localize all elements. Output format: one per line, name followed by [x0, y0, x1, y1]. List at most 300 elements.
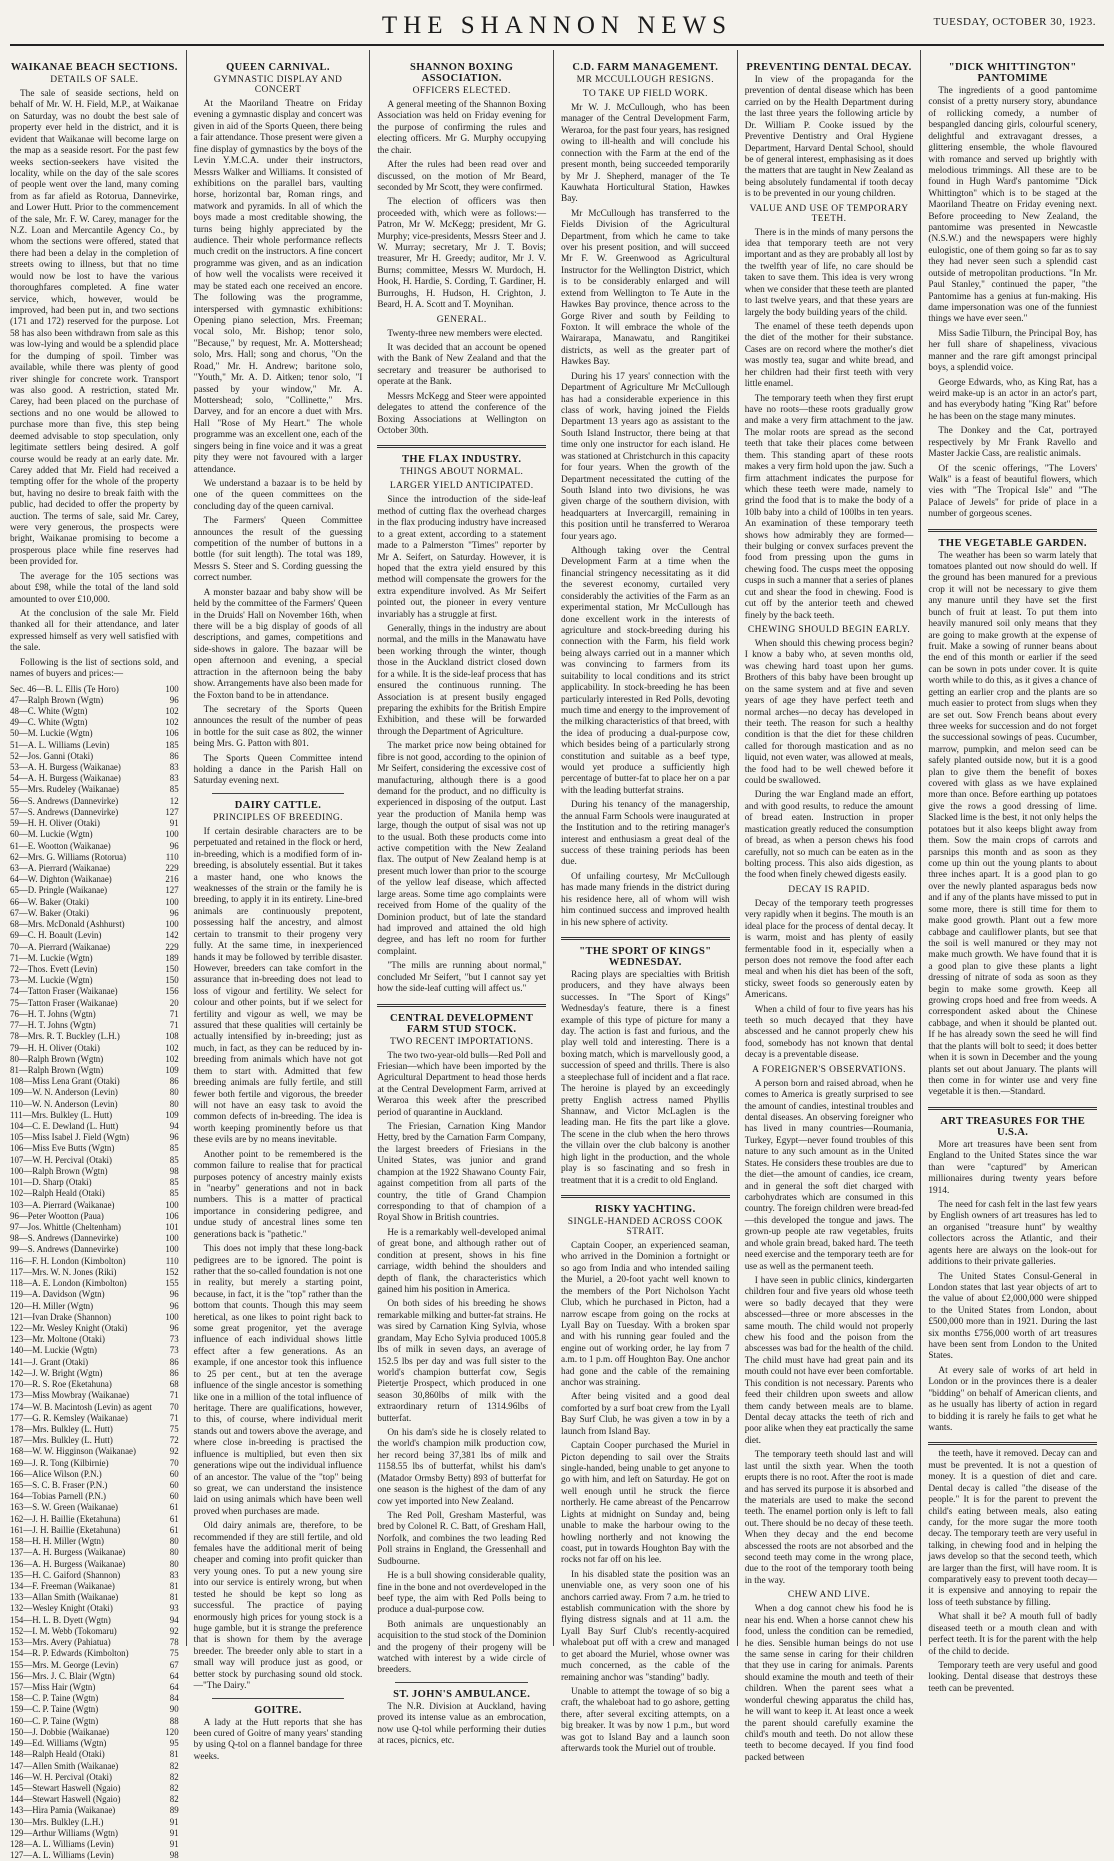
sale-price: 96 — [169, 1322, 179, 1333]
sale-row — [10, 1772, 179, 1783]
sale-price: 100 — [165, 829, 179, 840]
sale-lot: 143—Hira Pamia (Waikanae) — [10, 1805, 116, 1816]
sale-row — [10, 1345, 179, 1356]
sale-lot: 154—R. P. Edwards (Kimbolton) — [10, 1648, 129, 1659]
article-subhead: A FOREIGNER'S OBSERVATIONS. — [752, 1064, 906, 1075]
sale-lot: 48—C. White (Wgtn) — [10, 705, 88, 716]
sale-price: 100 — [165, 1199, 179, 1210]
sale-row — [10, 998, 179, 1009]
sale-lot: 50—M. Luckie (Wgtn) — [10, 728, 93, 739]
article-paragraph: The Friesian, Carnation King Mandor Hetty, bred by the Carnation Farm Company, the largest breeders of Friesians in the United States, was junior and grand champion at the 1922 Shawano County Fair, against competition from all parts of the country, the title of Grand Champion corresponding to that of champion of a Royal Show in British countries. — [377, 1122, 547, 1224]
sale-lot: 52—Jos. Ganni (Otaki) — [10, 750, 94, 761]
sale-row — [10, 1177, 179, 1188]
sale-price: 92 — [169, 1625, 179, 1636]
sale-price: 216 — [165, 874, 179, 885]
article-subhead: TWO RECENT IMPORTATIONS. — [389, 1036, 534, 1047]
sale-lot: 118—A. E. London (Kimbolton) — [10, 1278, 127, 1289]
sale-row — [10, 1334, 179, 1345]
sale-price: 94 — [169, 1121, 179, 1132]
article-paragraph: Captain Cooper purchased the Muriel in Picton depending to sail over the Straits single-handed, being unable to get anyone to go with him, and left on Saturday. He got on well enough until he struck the fierce northerly. He came abreast of the Pencarrow Lights at midnight on Sunday and, being unable to make the harbour owing to the howling northerly and not knowing the coast, put in towards Houghton Bay with the rocks not far off on his lee. — [561, 1441, 730, 1566]
sale-price: 81 — [169, 1592, 179, 1603]
sale-price: 85 — [169, 784, 179, 795]
sale-price: 80 — [169, 1536, 179, 1547]
sale-row — [10, 1458, 179, 1469]
article-subhead: TO TAKE UP FIELD WORK. — [582, 89, 708, 99]
article-paragraph: He is a bull showing considerable quality, fine in the bone and not overdeveloped in the beef type, the aim with Red Polls being to produce a dual-purpose cow. — [377, 1571, 547, 1616]
article-paragraph: Although taking over the Central Development Farm at a time when the financial stringency necessitating as it did the severest economy, curtailed very considerably the activities of the Farm as an experimental station, Mr McCullough has done excellent work in the interests of agriculture and stock-breeding during his connection with the Farm, his field work being always carried out in a manner which was convincing to farmers from its suitability to local conditions and its strict applicability. In stock-breeding he has been particularly interested in Red Polls, devoting much time and energy to the improvement of the milking characteristics of that breed, with the idea of producing a dual-purpose cow, which besides being of a particularly strong constitution and suitable as a beef type, would yet produce a sufficiently high percentage of butter-fat to place her on a par with the leading butterfat strains. — [561, 546, 730, 796]
section-divider — [377, 445, 546, 448]
sale-lot: 128—A. L. Williams (Levin) — [10, 1839, 114, 1850]
sale-row — [10, 1536, 179, 1547]
section-divider — [377, 1004, 546, 1007]
article-paragraph: Of unfailing courtesy, Mr McCullough has made many friends in the district during his residence here, all of whom will wish him continued success and improved health in his new sphere of activity. — [561, 871, 730, 928]
sale-price: 60 — [169, 1468, 179, 1479]
sale-price: 120 — [165, 1726, 179, 1737]
sale-lot: 129—Arthur Williams (Wgtn) — [10, 1827, 118, 1838]
sale-row — [10, 1570, 179, 1581]
sale-price: 102 — [165, 1053, 179, 1064]
sale-lot: 153—Mrs. Avery (Pahiatua) — [10, 1637, 111, 1648]
sale-price: 85 — [169, 1188, 179, 1199]
article-paragraph: the teeth, have it removed. Decay can and must be prevented. It is not a question of money. It is a question of diet and care. Dental decay is called "the disease of the people." It is for the parent to prevent the child's eating between meals, also eating candy, for the more sugar the more tooth decay. The temporary teeth are very useful in talking, in chewing food and in helping the jaws develop so that the second teeth, which are larger than the first, will have room. It is comparatively easy to prevent tooth decay—it is expensive and annoying to repair the loss of teeth substance by filling. — [928, 1449, 1098, 1608]
article-paragraph: During his 17 years' connection with the Department of Agriculture Mr McCullough has had a considerable experience in this class of work, having joined the Fields Department 13 years ago as assistant to the South Island Instructor, there being at that time only one instructor for each island. He was stationed at Christchurch in this capacity for four years. When the growth of the Department necessitated the cutting of the South Island into two divisions, he was given charge of the southern division, with headquarters at Invercargill, remaining in this position until he transferred to Weraroa four years ago. — [561, 371, 730, 542]
article-headline: ART TREASURES FOR THE U.S.A. — [940, 1115, 1086, 1138]
sale-lot: 178—Mrs. Bulkley (L. Hutt) — [10, 1423, 113, 1434]
sale-lot: 69—C. H. Boault (Levin) — [10, 930, 102, 941]
article-headline: THE VEGETABLE GARDEN. — [938, 537, 1087, 549]
sale-row — [10, 1839, 179, 1850]
sale-row — [10, 1727, 179, 1738]
sale-lot: 54—A. H. Burgess (Waikanae) — [10, 773, 121, 784]
sale-row — [10, 717, 179, 728]
article-paragraph: The sale of seaside sections, held on behalf of Mr. W. H. Field, M.P., at Waikanae on Saturday, was no doubt the best sale of property ever held in the district, and it is evident that Waikanae will become large on the map as a seaside resort. For the past few weeks section-seekers have visited the locality, while on the day of the sale scores of people went over the land, many coming from as far afield as Rotorua, Dannevirke, and Lower Hutt. Prior to the commencement of the sale, Mr. F. W. Carey, manager for the N.Z. Loan and Mercantile Agency Co., by whom the sections were offered, stated that there had been a delay in the completion of streets owing to illness, but that no time would now be lost to have the various thoroughfares completed. A fine water service, which, however, would be improved, had been put in, and two sections (171 and 172) reserved for the purpose. Lot 58 has also been withdrawn from sale as this was low-lying and would be a splendid place for the dumping of spoil. Timber was available, while there was plenty of good river shingle for concrete work. Transport was also good. A restriction, stated Mr. Carey, had been placed on the purchase of sections and no one would be allowed to purchase more than five, this step being deemed advisable to stop speculation, only legitimate settlers being desired. A golf course would be ready at an early date. Mr. Carey added that Mr. Field had received a tempting offer for the whole of the property but, having no desire to break faith with the public, had decided to offer the property by auction. The terms of sale, said Mr. Carey, were very generous, the prospects were bright, Waikanae promising to become a prosperous place while fine reserves had been provided for. — [10, 89, 179, 568]
column-5 — [738, 50, 922, 1763]
sale-row — [10, 1256, 179, 1267]
article-paragraph: Old dairy animals are, therefore, to be recommended if they are still fertile, and old females have the additional merit of being cheaper and coming into profit quicker than very young ones. To put a new young sire into our service is entirely wrong, but when tested he should be kept so long as successful. The practice of paying enormously high prices for young stock is a huge gamble, but it is strange the preference that is shown for them by the average breeder. The breeder only able to start in a small way will produce just as good, or better stock by purchasing sound old stock.—"The Dairy." — [193, 1521, 363, 1692]
sale-price: 60 — [169, 1491, 179, 1502]
sale-row — [10, 1390, 179, 1401]
sale-lot: 99—S. Andrews (Dannevirke) — [10, 1244, 119, 1255]
section-divider — [561, 1195, 730, 1198]
sale-lot: 72—Thos. Evett (Levin) — [10, 963, 98, 974]
columns — [10, 50, 1104, 1861]
sale-price: 67 — [169, 1659, 179, 1670]
sale-row — [10, 1143, 179, 1154]
sale-lot: 109—W. N. Anderson (Levin) — [10, 1087, 118, 1098]
article-paragraph: I have seen in public clinics, kindergarten children four and five years old whose teeth were so badly decayed that they were abscessed—three or more abscesses in the same mouth. The child would not properly chew his food and the poison from the abscesses was bad for the health of the child. The child must have had great pain and its mouth could not have ever been comfortable. This condition is not necessary. Parents who feed their children upon sweets and allow them candy between meals are to blame. Dental decay attacks the teeth of rich and poor alike when they eat practically the same diet. — [744, 1275, 914, 1446]
article-paragraph: In view of the propaganda for the prevention of dental disease which has been carried on by the Health Department during the last three years the following article by Dr. William P. Cooke issued by the Preventive Dentistry and Oral Hygiene Department, Harvard Dental School, should be of general interest, emphasising as it does the matters that are taught in New Zealand as being absolutely fundamental if tooth decay is to be prevented in our young children. — [744, 75, 914, 200]
article-paragraph: The market price now being obtained for fibre is not good, according to the opinion of Mr Seifert, considering the excessive cost of manufacturing, although there is a good demand for the product, and no difficulty is experienced in disposing of the output. Last year the production of Manila hemp was large, though the output of sisal was not up to the usual. Both these products come into active competition with the New Zealand flax. The output of New Zealand hemp is at present much lower than prior to the scourge of the yellow leaf disease, which affected large areas. Some time ago complaints were received from Home of the quality of the Dominion product, but of late the standard had improved and attained the old high degree, and has left no room for further complaint. — [377, 741, 547, 957]
sale-lot: 61—E. Wootton (Waikanae) — [10, 840, 111, 851]
sale-lot: 119—A. Davidson (Wgtn) — [10, 1289, 105, 1300]
sale-lot: 67—W. Baker (Otaki) — [10, 907, 89, 918]
sale-lot: 51—A. L. Williams (Levin) — [10, 739, 110, 750]
sale-price: 101 — [165, 1222, 179, 1233]
article-paragraph: When a child of four to five years has his teeth so much decayed that they have abscessed and he cannot properly chew his food, somebody has not known that dental decay is a preventable disease. — [744, 1004, 914, 1061]
sale-price: 89 — [169, 1805, 179, 1816]
sale-price: 93 — [169, 1603, 179, 1614]
sale-price: 83 — [169, 1569, 179, 1580]
article-paragraph: Both animals are unquestionably an acquisition to the stud stock of the Dominion and the progeny of their progeny will be watched with interest by a wide circle of breeders. — [377, 1619, 547, 1676]
article-paragraph: The ingredients of a good pantomime consist of a pretty nursery story, abundance of rollicking comedy, a number of bespangled dancing girls, colourful scenery, delightful and extravagant dresses, a glittering ensemble, the whole flavoured with romance and served up brightly with melodious trimmings. All these are to be found in Hugh Ward's pantomime "Dick Whittington" which is to be staged at the Maoriland Theatre on Friday evening next. Before proceeding to New Zealand, the pantomime was presented in Newcastle (N.S.W.) and the newspapers were highly eulogistic, one of them going so far as to say they had never seen such a splendid cast outside of metropolitan productions. "In Mr. Paul Stanley," continued the paper, "the Pantomime has a genius at fun-making. His dame impersonation was one of the funniest things we have ever seen." — [928, 86, 1098, 325]
sale-row — [10, 874, 179, 885]
sale-lot: 159—C. P. Taine (Wgtn) — [10, 1704, 99, 1715]
sale-price: 73 — [169, 1345, 179, 1356]
section-divider — [928, 1442, 1097, 1445]
sale-row — [10, 986, 179, 997]
sale-lot: 148—Ralph Heald (Otaki) — [10, 1749, 105, 1760]
sale-price: 72 — [169, 1435, 179, 1446]
sale-lot: 145—Stewart Haswell (Ngaio) — [10, 1782, 121, 1793]
sale-lot: 77—H. T. Johns (Wgtn) — [10, 1020, 96, 1031]
sale-price: 100 — [165, 1311, 179, 1322]
sale-price: 82 — [169, 1771, 179, 1782]
sale-lot: 71—M. Luckie (Wgtn) — [10, 952, 93, 963]
article-headline: WAIKANAE BEACH SECTIONS. — [10, 62, 178, 73]
sale-price: 82 — [169, 1782, 179, 1793]
sale-lot: 96—Peter Wootton (Paua) — [10, 1210, 104, 1221]
sale-row — [10, 751, 179, 762]
sale-price: 82 — [169, 1794, 179, 1805]
sale-lot: 166—Alice Wilson (P.N.) — [10, 1468, 102, 1479]
sale-lot: 100—Ralph Brown (Wgtn) — [10, 1165, 108, 1176]
article-paragraph: After the rules had been read over and discussed, on the motion of Mr Beard, seconded by Mr Scott, they were confirmed. — [377, 160, 547, 193]
sale-row — [10, 1099, 179, 1110]
sale-row — [10, 897, 179, 908]
sale-row — [10, 1469, 179, 1480]
sale-price: 98 — [169, 1850, 179, 1861]
sale-lot: 102—Ralph Heald (Otaki) — [10, 1188, 105, 1199]
sale-price: 108 — [165, 1031, 179, 1042]
sale-lot: 157—Miss Hair (Wgtn) — [10, 1681, 96, 1692]
sale-price: 100 — [165, 896, 179, 907]
sale-row — [10, 1267, 179, 1278]
sale-price: 88 — [169, 1715, 179, 1726]
sale-row — [10, 1850, 179, 1861]
sale-row — [10, 773, 179, 784]
sale-lot: 75—Tatton Fraser (Waikanae) — [10, 997, 118, 1008]
sale-row — [10, 1301, 179, 1312]
sale-price: 100 — [165, 1233, 179, 1244]
article-paragraph: Temporary teeth are very useful and good looking. Dental disease that destroys these teeth can be prevented. — [928, 1661, 1098, 1694]
sale-lot: 64—W. Dighton (Waikanae) — [10, 874, 112, 885]
sale-price: 91 — [169, 1827, 179, 1838]
sale-lot: 62—Mrs. G. Williams (Rotorua) — [10, 851, 127, 862]
sale-lot: 149—Ed. Williams (Wgtn) — [10, 1738, 107, 1749]
article-paragraph: At the Maoriland Theatre on Friday evening a gymnastic display and concert was given in aid of the Sports Queen, there being a fair attendance. Those present were given a fine display of gymnastics by the boys of the Levin Y.M.C.A. under their instructors, Messrs Walker and Williams. It consisted of exhibitions on the parallel bars, vaulting horse, horizontal bar, Roman rings, and matwork and pyramids. In all of which the boys made a most creditable showing, the turns being highly appreciated by the audience. Their whole performance reflects much credit on the instructors. A fine concert programme was given, and as an indication of how well the vocalists were received it may be stated each one received an encore. The following was the programme, interspersed with gymnastic exhibitions: Opening piano selection, Mrs. Freeman; vocal solo, Mr. Bishop; tenor solo, "Because," by request, Mr. A. Mottershead; solo, Mrs. Hall; song and chorus, "On the Road," Mr. H. Andrew; baritone solo, "Youth," Mr. A. D. Aitken; tenor solo, "I passed by your window," Mr. A. Mottershead; solo, "Collinette," Mrs. Darvey, and for an encore a duet with Mrs. Hall "Rose of My Heart." The whole programme was an excellent one, each of the singers being in fine voice and it was a great pity they were not favoured with a larger attendance. — [193, 99, 363, 475]
sale-price: 82 — [169, 1760, 179, 1771]
article-paragraph: It was decided that an account be opened with the Bank of New Zealand and that the secretary and treasurer be authorised to operate at the Bank. — [377, 343, 547, 388]
article-paragraph: The enamel of these teeth depends upon the diet of the mother for their substance. Cases are on record where the mother's diet was mostly tea, sugar and white bread, and her children had their first teeth with very little enamel. — [744, 322, 914, 390]
sale-price: 84 — [169, 1693, 179, 1704]
sale-price: 86 — [169, 1367, 179, 1378]
sale-row — [10, 1805, 179, 1816]
article-paragraph: On his dam's side he is closely related to the world's champion milk production cow, her record being 37,381 lbs of milk and 1158.55 lbs of butterfat, whilst his dam's (Matador Ormsby Betty) 893 of butterfat for one season is the highest of the dam of any cow yet imported into New Zealand. — [377, 1428, 547, 1507]
sale-lot: 105—Miss Isabel J. Field (Wgtn) — [10, 1132, 130, 1143]
sale-lot: 103—A. Pierrard (Waikanae) — [10, 1199, 115, 1210]
sale-row — [10, 1357, 179, 1368]
sale-row — [10, 740, 179, 751]
masthead — [10, 0, 1104, 46]
sale-price: 142 — [165, 930, 179, 941]
article-paragraph: The Donkey and the Cat, portrayed respectively by Mr Frank Ravello and Master Jackie Cass, are realistic animals. — [928, 426, 1098, 460]
sale-price: 229 — [165, 941, 179, 952]
article-paragraph: Generally, things in the industry are about normal, and the mills in the Manawatu have been working through the winter, though those in the Auckland district closed down for a while. It is the side-leaf process that has ensured the continuous running. The Association is at present busily engaged preparing the exhibits for the British Empire Exhibition, and these will be forwarded through the Department of Agriculture. — [377, 624, 547, 737]
sale-lot: 123—Mr. Moltone (Otaki) — [10, 1334, 105, 1345]
sale-row — [10, 1031, 179, 1042]
sale-row — [10, 1446, 179, 1457]
sale-row — [10, 841, 179, 852]
sale-lot: 59—H. H. Oliver (Otaki) — [10, 818, 100, 829]
sale-price: 80 — [169, 1098, 179, 1109]
sale-price: 96 — [169, 694, 179, 705]
sale-price: 127 — [165, 806, 179, 817]
sale-row — [10, 885, 179, 896]
section-divider — [561, 937, 730, 940]
sale-price: 96 — [169, 840, 179, 851]
article-subhead: LARGER YIELD ANTICIPATED. — [389, 481, 534, 492]
article-paragraph: We understand a bazaar is to be held by one of the queen committees on the concluding day of the queen carnival. — [193, 478, 363, 512]
sale-lot: 110—W. N. Anderson (Levin) — [10, 1098, 118, 1109]
sale-lot: 111—Mrs. Bulkley (L. Hutt) — [10, 1109, 113, 1120]
sale-lot: 132—Wesley Knight (Otaki) — [10, 1603, 113, 1614]
sale-lot: 155—Mrs. M. George (Levin) — [10, 1659, 119, 1670]
sale-row — [10, 1637, 179, 1648]
sale-row — [10, 1379, 179, 1390]
sale-row — [10, 1043, 179, 1054]
sale-lot: 187—Mrs. Bulkley (L. Hutt) — [10, 1435, 113, 1446]
article-paragraph: The election of officers was then proceeded with, which were as follows:—Patron, Mr W. McKegg; president, Mr G. Murphy; vice-presidents, Messrs Steer and J. W. Murray; secretary, Mr J. T. Bovis; treasurer, Mr H. Greedy; auditor, Mr J. V. Burns; committee, Messrs W. Murdoch, H. Hook, H. Hardie, S. Cording, T. Gardiner, H. Burroughs, H. Hudson, H. Crighton, J. Beard, H. A. Scott and T. Moynihan. — [377, 197, 547, 311]
article-subhead: VALUE AND USE OF TEMPORARY TEETH. — [749, 203, 909, 224]
sale-price: 86 — [169, 1076, 179, 1087]
sale-lot: 81—Ralph Brown (Wgtn) — [10, 1064, 104, 1075]
sale-lot: 66—W. Baker (Otaki) — [10, 896, 89, 907]
article-paragraph: The secretary of the Sports Queen announces the result of the number of peas in bottle for the suit case as 802, the winner being Mrs. G. Patton with 801. — [193, 704, 363, 750]
sale-lot: 53—A. H. Burgess (Waikanae) — [10, 762, 121, 773]
sale-row — [10, 953, 179, 964]
sale-row — [10, 1514, 179, 1525]
sale-price: 94 — [169, 1614, 179, 1625]
sale-price: 20 — [169, 997, 179, 1008]
sale-row — [10, 1289, 179, 1300]
sale-price: 61 — [169, 1524, 179, 1535]
sale-price: 71 — [169, 1390, 179, 1401]
sale-row — [10, 908, 179, 919]
article-paragraph: Twenty-three new members were elected. — [387, 328, 543, 339]
sale-price: 80 — [169, 1087, 179, 1098]
sale-price: 78 — [169, 1637, 179, 1648]
sale-lot: 141—J. Grant (Otaki) — [10, 1356, 89, 1367]
sale-price: 81 — [169, 1581, 179, 1592]
article-headline: "DICK WHITTINGTON" PANTOMIME — [948, 62, 1077, 84]
sale-lot: 135—H. C. Gaiford (Shannon) — [10, 1569, 121, 1580]
sale-price: 90 — [169, 1704, 179, 1715]
section-divider — [928, 529, 1097, 532]
sale-lot: 121—Ivan Drake (Shannon) — [10, 1311, 112, 1322]
sale-row — [10, 1087, 179, 1098]
sale-row — [10, 1211, 179, 1222]
sale-lot: 168—W. W. Higginson (Waikanae) — [10, 1446, 136, 1457]
sale-row — [10, 1783, 179, 1794]
article-paragraph: Mr W. J. McCullough, who has been manager of the Central Development Farm, Weraroa, for the past four years, has resigned owing to ill-health and will conclude his connection with the Farm at the end of the present month, being succeeded temporarily by Mr J. Shepherd, manager of the Te Kauwhata Horticultural Station, Hawkes Bay. — [561, 103, 730, 205]
sale-row — [10, 1132, 179, 1143]
column-2 — [187, 50, 371, 1762]
sale-row — [10, 807, 179, 818]
sale-row — [10, 1054, 179, 1065]
sale-lot: 57—S. Andrews (Dannevirke) — [10, 806, 119, 817]
article-paragraph: Decay of the temporary teeth progresses very rapidly when it begins. The mouth is an ideal place for the process of dental decay. It is warm, moist and has plenty of easily fermentable food in it, especially when a person does not remove the food after each meal and when his diet has been of the soft, sticky, sweet foods so generously eaten by Americans. — [744, 898, 914, 1001]
sale-price: 155 — [165, 1278, 179, 1289]
sale-row — [10, 919, 179, 930]
sale-row — [10, 1278, 179, 1289]
article-subhead: SINGLE-HANDED ACROSS COOK STRAIT. — [567, 1216, 723, 1237]
sale-lot: 163—S. W. Green (Waikanae) — [10, 1502, 118, 1513]
sale-price: 106 — [165, 1210, 179, 1221]
section-divider — [395, 1682, 528, 1683]
article-paragraph: Captain Cooper, an experienced seaman, who arrived in the Dominion a fortnight or so ago from India and who intended sailing the Muriel, a 20-foot yacht well known to the members of the Port Nicholson Yacht Club, which he purchased in Picton, had a narrow escape from going on the rocks at Lyall Bay on Tuesday. With a broken spar and with his running gear fouled and the engine out of working order, he lay from 7 a.m. to 1 p.m. off Houghton Bay. One anchor had gone and the cable of the remaining anchor was straining. — [561, 1240, 730, 1389]
sale-row — [10, 1020, 179, 1031]
sale-price: 150 — [165, 975, 179, 986]
sale-row — [10, 1648, 179, 1659]
sale-row — [10, 762, 179, 773]
sale-price: 71 — [169, 1412, 179, 1423]
sale-price: 83 — [169, 762, 179, 773]
sale-row — [10, 1626, 179, 1637]
sale-row — [10, 1704, 179, 1715]
article-subhead: MR MCCULLOUGH RESIGNS. — [576, 75, 715, 85]
article-paragraph: A lady at the Hutt reports that she has been cured of Goitre of many years' standing by using Q-tol on a flannel bandage for three weeks. — [193, 1717, 363, 1762]
sale-lot: 120—H. Miller (Wgtn) — [10, 1300, 94, 1311]
sale-row — [10, 863, 179, 874]
article-subhead: GYMNASTIC DISPLAY AND CONCERT — [213, 75, 343, 95]
sale-row — [10, 796, 179, 807]
article-paragraph: "The mills are running about normal," concluded Mr Seifert, "but I cannot say yet how the side-leaf cutting will affect us." — [377, 961, 547, 995]
article-paragraph: This does not imply that these long-back pedigrees are to be ignored. The point is rather that the so-called foundation is not one in reality, but merely a starting point, because, in fact, it is the "top" rather than the bottom that counts. Though this may seem heretical, as one likes to point right back to some great progenitor, yet the average influence of each individual shows little effect after a few generations. As an example, if one ancestor took this influence to 25 per cent., but at ten the average influence of the single ancestor is something like one in a million of the total influence of heritage. There are qualifications, however, to this, of course, where individual merit stands out and towers above the average, and where close in-breeding is practised the influence is multiplied, but even then six generations wipe out the individual influence of an ancestor. The value of the "top" being so great, we can understand the insistence laid on using animals which have been well proved when purchases are made. — [193, 1244, 363, 1517]
article-paragraph: On both sides of his breeding he shows remarkable milking and butter-fat strains. He was sired by Carnation King Sylvia, whose grandam, May Echo Sylvia produced 1005.8 lbs of milk in seven days, an average of 152.5 lbs per day and was full sister to the world's champion butterfat cow, Segis Pietertje Prospect, which produced in one season 30,860lbs of milk with the extraordinary return of 1314.96lbs of butterfat. — [377, 1299, 547, 1424]
sale-price: 91 — [169, 1839, 179, 1850]
article-paragraph: The Farmers' Queen Committee announces the result of the guessing competition of the number of buttons in a bottle (for suit length). The total was 189, Messrs S. Steer and S. Cording guessing the correct number. — [193, 516, 363, 584]
sale-row — [10, 1009, 179, 1020]
sale-price: 70 — [169, 1401, 179, 1412]
sale-lot: 169—J. R. Tong (Kilbirnie) — [10, 1457, 109, 1468]
issue-date: TUESDAY, OCTOBER 30, 1923. — [933, 16, 1096, 28]
section-divider — [212, 1698, 345, 1699]
sale-lot: 177—G. R. Kemsley (Waikanae) — [10, 1412, 128, 1423]
article-headline: "THE SPORT OF KINGS" WEDNESDAY. — [579, 945, 712, 968]
sale-row — [10, 1121, 179, 1132]
sale-price: 64 — [169, 1670, 179, 1681]
sale-lot: 49—C. White (Wgtn) — [10, 717, 88, 728]
article-paragraph: At every sale of works of art held in London or in the provinces there is a dealer "bidding" on behalf of American clients, and as he usually has liberty of action in regard to bidding it is rarely he fails to get what he wants. — [928, 1365, 1098, 1433]
article-paragraph: The Red Poll, Gresham Masterful, was bred by Colonel R. C. Batt, of Gresham Hall, Norfolk, and combines the two leading Red Poll strains in England, the Gressenhall and Sudbourne. — [377, 1510, 547, 1567]
article-paragraph: The temporary teeth should last and will last until the sixth year. When the tooth erupts there is no root. After the root is made and has served its purpose it is absorbed and the materials are used to make the second teeth. The enamel portion only is left to fall out. There should be no decay of these teeth. When they decay and the end become abscessed the roots are not absorbed and the second teeth may come in the wrong place, due to the root of the temporary tooth being in the way. — [744, 1450, 914, 1586]
article-paragraph: The weather has been so warm lately that tomatoes planted out now should do well. If the ground has been manured for a previous crop it will not be necessary to give them any manure until they have set the first bunch of fruit at least. To put them into heavily manured soil only means that they are going to make growth at the expense of fruit. Make a sowing of runner beans about the end of this month or earlier if the seed can be sown in pots under cover. It is quite worth while to do this, as it gives a chance of getting an earlier crop and the plants are so much easier to protect from slugs when they are set out. Sow French beans about every three weeks for succession and do not forget the successional sowings of peas. Cucumber, marrow, pumpkin, and melon seed can be safely planted outside now, but it is a good plan to give them the benefit of boxes covered with glass as we have explained more than once. Before earthing up potatoes give the rows a good dressing of lime. Slacked lime is the best, it not only helps the potatoes but it also keeps blight away from them. Sow the main crops of carrots and parsnips this month and as soon as they come up thin out the young plants to about three inches apart. It is a good plan to go over the newly planted asparagus beds now and if any of the plants have missed to put in some more, there is still time for them to make good growth. Plant out a few more cabbage and cauliflower plants, but see that the soil is well manured or they may not make much growth. We have found that it is a good plan to give these plants a light dressing of nitrate of soda as soon as they begin to make some growth. Keep all growing crops hoed and free from weeds. A correspondent asked about the Chinese cabbage, and when it should be planted out. If he has already sown the seed he will find that the plants will bolt to seed; it does better when it is sown in December and the young plants set out about January. The plants will then come in for winter use and very fine vegetable it is then.—Standard. — [928, 550, 1098, 1098]
sale-row — [10, 829, 179, 840]
sale-row — [10, 852, 179, 863]
sale-lot: 137—A. H. Burgess (Waikanae) — [10, 1547, 126, 1558]
article-headline: SHANNON BOXING ASSOCIATION. — [410, 62, 514, 84]
article-subhead: DETAILS OF SALE. — [50, 75, 139, 85]
sale-price: 68 — [169, 1379, 179, 1390]
sale-price: 12 — [169, 795, 179, 806]
sale-price: 61 — [169, 1502, 179, 1513]
sale-price: 70 — [169, 1457, 179, 1468]
sale-lot: 150—J. Dobbie (Waikanae) — [10, 1726, 110, 1737]
sale-price: 96 — [169, 1289, 179, 1300]
article-paragraph: Messrs McKegg and Steer were appointed delegates to attend the conference of the Boxing Associations at Wellington on October 30th. — [377, 391, 547, 436]
sale-row — [10, 1716, 179, 1727]
sale-row — [10, 1188, 179, 1199]
sale-lot: 108—Miss Lena Grant (Otaki) — [10, 1076, 120, 1087]
sale-price: 110 — [165, 851, 179, 862]
sale-row — [10, 1671, 179, 1682]
sale-price: 100 — [165, 683, 179, 694]
section-divider — [212, 793, 345, 794]
sale-lot: 56—S. Andrews (Dannevirke) — [10, 795, 119, 806]
sale-lot: 65—D. Pringle (Waikanae) — [10, 885, 108, 896]
sale-row — [10, 1200, 179, 1211]
sale-price: 100 — [165, 919, 179, 930]
article-subhead: THINGS ABOUT NORMAL. — [400, 467, 524, 478]
article-paragraph: In his disabled state the position was an unenviable one, as very soon one of his anchors carried away. From 7 a.m. he tried to establish communication with the shore by flying distress signals and at 11 a.m. the Lyall Bay Surf Club's recently-acquired whaleboat put off with a crew and managed to get aboard the Muriel, whose owner was much concerned, as the cable of the remaining anchor was "standing" badly. — [561, 1569, 730, 1683]
sale-price: 127 — [165, 885, 179, 896]
sale-price: 85 — [169, 1154, 179, 1165]
article-paragraph: More art treasures have been sent from England to the United States since the war than were "captured" by American millionaires during twenty years before 1914. — [928, 1139, 1098, 1196]
sale-lot: 146—W. H. Percival (Otaki) — [10, 1771, 112, 1782]
sale-lot: 101—D. Sharp (Otaki) — [10, 1177, 92, 1188]
sale-row — [10, 1603, 179, 1614]
sale-row — [10, 1502, 179, 1513]
sale-row — [10, 1525, 179, 1536]
sale-lot: 79—H. H. Oliver (Otaki) — [10, 1042, 100, 1053]
sale-lot: 136—A. H. Burgess (Waikanae) — [10, 1558, 126, 1569]
article-paragraph: The temporary teeth when they first erupt have no roots—these roots gradually grow and make a very firm attachment to the jaw. The molar roots are spread as the second teeth that take their places come between them. This standing apart of these roots makes a very firm hold upon the jaw. Such a firm attachment indicates the purpose for which these teeth were made, namely to grind the food that is to make the body of a 10lb baby into a child of 100lbs in ten years. An examination of these temporary teeth shows how admirably they are formed—their bulging or convex surfaces prevent the food from pressing upon the gums in chewing food. The cusps meet the opposing cusps in such a manner that a series of planes cut and shear the food in chewing. Food is cut off by the anterior teeth and chewed finely by the back teeth. — [744, 393, 914, 621]
article-paragraph: At the conclusion of the sale Mr. Field thanked all for their attendance, and later expressed himself as very well satisfied with the sale. — [10, 608, 179, 654]
sale-lot: 154—H. L. B. Dyett (Wgtn) — [10, 1614, 111, 1625]
article-paragraph: When a dog cannot chew his food he is near his end. When a horse cannot chew his food, unless the condition can be remedied, he dies. Sensible human beings do not use the same sense in caring for their children that they use in caring for animals. Parents should examine the mouth and teeth of their children. When the parent sees what a wonderful chewing apparatus the child has, he will want to keep it. At least once a week the parent should carefully examine the child's mouth and teeth. Do not allow these teeth to become decayed. If you find food packed between — [744, 1604, 914, 1763]
sale-lot: 60—M. Luckie (Wgtn) — [10, 829, 93, 840]
sale-lot: 70—A. Pierrard (Waikanae) — [10, 941, 111, 952]
sale-price: 185 — [165, 739, 179, 750]
article-headline: GOITRE. — [254, 1704, 302, 1716]
sale-lot: 144—Stewart Haswell (Ngaio) — [10, 1794, 121, 1805]
sale-price: 109 — [165, 1064, 179, 1075]
article-paragraph: The average for the 105 sections was about £98, while the total of the land sold amounted to over £10,000. — [10, 571, 179, 605]
article-subhead: OFFICERS ELECTED. — [412, 86, 511, 96]
article-paragraph: The need for cash felt in the last few years by English owners of art treasures has led to an organised "treasure hunt" by wealthy collectors across the Atlantic, and their agents here are always on the look-out for additions to their private galleries. — [928, 1199, 1098, 1268]
sale-row — [10, 728, 179, 739]
article-subhead: DECAY IS RAPID. — [788, 884, 870, 895]
sale-price: 98 — [169, 1165, 179, 1176]
sale-row — [10, 784, 179, 795]
sale-lot: 174—W. B. Macintosh (Levin) as agent — [10, 1401, 152, 1412]
article-paragraph: Racing plays are specialties with British producers, and they have always been successes. In "The Sport of Kings" Wednesday's feature, there is a finest example of this type of picture for many a day. The action is fast and furious, and the play well told and interesting. There is a boxing match, which is marvellously good, a succession of speed and thrills. There is also a steeplechase full of incident and a flat race. The heroine is played by an exceedingly pretty English actress named Phyllis Shannaw, and Victor McLaglen is the leading man. He fits the part like a glove. The scene in the club when the hero throws the villain over the club balcony is another high light in the production, and the whole play is so fascinating and so fresh in treatment that it is a credit to old England. — [561, 969, 730, 1186]
article-paragraph: Of the scenic offerings, "The Lovers' Walk" is a feast of beautiful flowers, which vies with "The Tropical Isle" and "The Palace of Jewels" for pride of place in a number of gorgeous scenes. — [928, 463, 1098, 520]
article-headline: DAIRY CATTLE. — [234, 799, 322, 811]
sale-price: 109 — [165, 1109, 179, 1120]
sale-row — [10, 1435, 179, 1446]
sale-row — [10, 1233, 179, 1244]
sale-row — [10, 1817, 179, 1828]
sale-lot: 117—Mrs. W. N. Jones (Riki) — [10, 1266, 117, 1277]
article-paragraph: Unable to attempt the towage of so big a craft, the whaleboat had to go ashore, getting there, after several exciting attempts, on a big breaker. It was by now 1 p.m., but word was got to Island Bay and a launch soon afterwards took the Muriel out of trouble. — [561, 1687, 730, 1755]
sale-lot: 122—Mr. Wesley Knight (Otaki) — [10, 1322, 128, 1333]
article-headline: C.D. FARM MANAGEMENT. — [572, 62, 719, 73]
sale-price: 102 — [165, 717, 179, 728]
sale-lot: 170—R. S. Roe (Eketahuna) — [10, 1379, 112, 1390]
sale-lot: 142—J. W. Bright (Wgtn) — [10, 1367, 103, 1378]
sale-price: 86 — [169, 1356, 179, 1367]
